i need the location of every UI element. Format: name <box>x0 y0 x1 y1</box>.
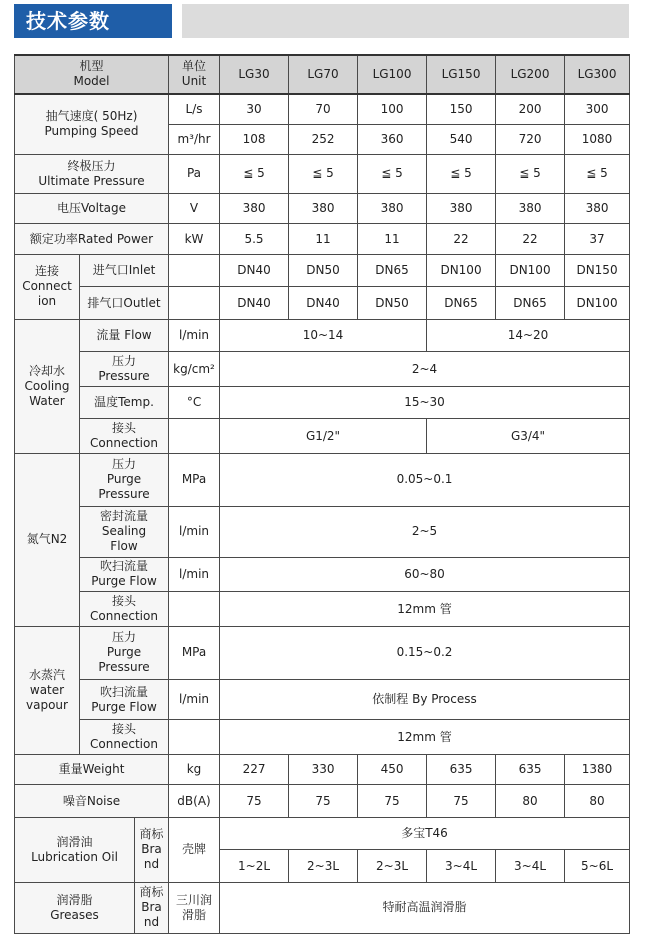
lubrication-oil-label: 润滑油 Lubrication Oil <box>15 817 135 882</box>
value-cell: DN65 <box>358 254 427 287</box>
cooling-pressure-label: 压力 Pressure <box>80 352 169 387</box>
unit-cell: °C <box>169 386 220 419</box>
unit-cell: 三川润 滑脂 <box>169 882 220 933</box>
value-cell: 30 <box>220 94 289 125</box>
cooling-water-label: 冷却水 Cooling Water <box>15 319 80 453</box>
unit-cell: kg <box>169 754 220 785</box>
n2-purge-flow-row <box>15 557 630 592</box>
value-cell: DN100 <box>565 287 630 320</box>
model-cell: LG200 <box>496 55 565 94</box>
value-cell: 10~14 <box>220 319 427 352</box>
n2-sealing-flow-row <box>15 506 630 557</box>
n2-label: 氮气N2 <box>15 454 80 627</box>
value-cell: 380 <box>289 193 358 224</box>
inlet-row <box>15 254 630 287</box>
value-cell: 11 <box>289 224 358 255</box>
value-cell: 380 <box>220 193 289 224</box>
value-cell: 12mm 管 <box>220 592 630 627</box>
unit-cell: V <box>169 193 220 224</box>
value-cell: DN100 <box>496 254 565 287</box>
unit-cell <box>169 592 220 627</box>
unit-cell: MPa <box>169 454 220 507</box>
value-cell: ≦ 5 <box>565 155 630 194</box>
value-cell: 依制程 By Process <box>220 679 630 720</box>
unit-cell: dB(A) <box>169 785 220 818</box>
connection-label: 连接 Connect ion <box>15 254 80 319</box>
value-cell: DN40 <box>220 254 289 287</box>
value-cell: 5~6L <box>565 850 630 883</box>
unit-cell: kg/cm² <box>169 352 220 387</box>
steam-label: 水蒸汽 water vapour <box>15 626 80 754</box>
value-cell: 330 <box>289 754 358 785</box>
unit-cell: Pa <box>169 155 220 194</box>
value-cell: 75 <box>220 785 289 818</box>
inlet-label: 进气口Inlet <box>80 254 169 287</box>
grease-brand-label: 商标 Bra nd <box>135 882 169 933</box>
value-cell: 75 <box>427 785 496 818</box>
value-cell: 1080 <box>565 124 630 155</box>
section-title-bar <box>182 4 629 38</box>
value-cell: DN40 <box>220 287 289 320</box>
noise-label: 噪音Noise <box>15 785 169 818</box>
value-cell: 0.05~0.1 <box>220 454 630 507</box>
value-cell: 14~20 <box>427 319 630 352</box>
value-cell: 227 <box>220 754 289 785</box>
cooling-flow-label: 流量 Flow <box>80 319 169 352</box>
value-cell: 1~2L <box>220 850 289 883</box>
grease-row <box>15 882 630 933</box>
unit-cell <box>169 287 220 320</box>
unit-cell: l/min <box>169 557 220 592</box>
value-cell: 37 <box>565 224 630 255</box>
unit-cell <box>169 720 220 755</box>
value-cell: 380 <box>427 193 496 224</box>
greases-label: 润滑脂 Greases <box>15 882 135 933</box>
oil-brand-label: 商标 Bra nd <box>135 817 169 882</box>
voltage-label: 电压Voltage <box>15 193 169 224</box>
unit-cell: l/min <box>169 679 220 720</box>
n2-connection-row <box>15 592 630 627</box>
value-cell: ≦ 5 <box>220 155 289 194</box>
outlet-label: 排气口Outlet <box>80 287 169 320</box>
value-cell: 2~5 <box>220 506 630 557</box>
unit-cell: kW <box>169 224 220 255</box>
n2-connection-label: 接头 Connection <box>80 592 169 627</box>
value-cell: ≦ 5 <box>496 155 565 194</box>
n2-purge-pressure-row <box>15 454 630 507</box>
value-cell: 360 <box>358 124 427 155</box>
value-cell: 200 <box>496 94 565 125</box>
unit-cell: m³/hr <box>169 124 220 155</box>
header-row <box>15 55 630 94</box>
unit-cell: L/s <box>169 94 220 125</box>
steam-purge-pressure-label: 压力 Purge Pressure <box>80 626 169 679</box>
steam-purge-flow-label: 吹扫流量 Purge Flow <box>80 679 169 720</box>
value-cell: 11 <box>358 224 427 255</box>
value-cell: ≦ 5 <box>358 155 427 194</box>
noise-row <box>15 785 630 818</box>
cooling-connection-label: 接头 Connection <box>80 419 169 454</box>
pumping-speed-row <box>15 94 630 125</box>
value-cell: 635 <box>496 754 565 785</box>
cooling-pressure-row <box>15 352 630 387</box>
pumping-speed-label: 抽气速度( 50Hz) Pumping Speed <box>15 94 169 155</box>
value-cell: 300 <box>565 94 630 125</box>
steam-purge-flow-row <box>15 679 630 720</box>
value-cell: 380 <box>496 193 565 224</box>
ultimate-pressure-label: 终极压力 Ultimate Pressure <box>15 155 169 194</box>
n2-purge-flow-label: 吹扫流量 Purge Flow <box>80 557 169 592</box>
value-cell: 5.5 <box>220 224 289 255</box>
unit-header: 单位 Unit <box>169 55 220 94</box>
unit-cell <box>169 254 220 287</box>
n2-sealing-flow-label: 密封流量 Sealing Flow <box>80 506 169 557</box>
value-cell: 2~3L <box>289 850 358 883</box>
value-cell: DN150 <box>565 254 630 287</box>
unit-cell: MPa <box>169 626 220 679</box>
steam-connection-row <box>15 720 630 755</box>
value-cell: G3/4" <box>427 419 630 454</box>
cooling-temp-row <box>15 386 630 419</box>
cooling-temp-label: 温度Temp. <box>80 386 169 419</box>
value-cell: 3~4L <box>427 850 496 883</box>
value-cell: DN65 <box>496 287 565 320</box>
value-cell: 特耐高温润滑脂 <box>220 882 630 933</box>
value-cell: 多宝T46 <box>220 817 630 850</box>
value-cell: G1/2" <box>220 419 427 454</box>
value-cell: 108 <box>220 124 289 155</box>
value-cell: 150 <box>427 94 496 125</box>
ultimate-pressure-row <box>15 155 630 194</box>
value-cell: 635 <box>427 754 496 785</box>
value-cell: 450 <box>358 754 427 785</box>
steam-connection-label: 接头 Connection <box>80 720 169 755</box>
value-cell: 0.15~0.2 <box>220 626 630 679</box>
unit-cell <box>169 419 220 454</box>
weight-label: 重量Weight <box>15 754 169 785</box>
value-cell: 540 <box>427 124 496 155</box>
model-cell: LG70 <box>289 55 358 94</box>
value-cell: 3~4L <box>496 850 565 883</box>
value-cell: 380 <box>358 193 427 224</box>
value-cell: 80 <box>496 785 565 818</box>
model-cell: LG30 <box>220 55 289 94</box>
value-cell: 22 <box>496 224 565 255</box>
value-cell: DN40 <box>289 287 358 320</box>
value-cell: 1380 <box>565 754 630 785</box>
voltage-row <box>15 193 630 224</box>
value-cell: 60~80 <box>220 557 630 592</box>
outlet-row <box>15 287 630 320</box>
value-cell: 2~4 <box>220 352 630 387</box>
model-cell: LG150 <box>427 55 496 94</box>
spec-table <box>14 54 630 934</box>
weight-row <box>15 754 630 785</box>
value-cell: 75 <box>358 785 427 818</box>
model-cell: LG100 <box>358 55 427 94</box>
cooling-flow-row <box>15 319 630 352</box>
value-cell: ≦ 5 <box>427 155 496 194</box>
value-cell: DN100 <box>427 254 496 287</box>
cooling-connection-row <box>15 419 630 454</box>
section-title: 技术参数 <box>14 4 172 38</box>
rated-power-label: 额定功率Rated Power <box>15 224 169 255</box>
model-cell: LG300 <box>565 55 630 94</box>
value-cell: 22 <box>427 224 496 255</box>
value-cell: 15~30 <box>220 386 630 419</box>
value-cell: ≦ 5 <box>289 155 358 194</box>
rated-power-row <box>15 224 630 255</box>
value-cell: 75 <box>289 785 358 818</box>
value-cell: 720 <box>496 124 565 155</box>
unit-cell: l/min <box>169 506 220 557</box>
value-cell: 12mm 管 <box>220 720 630 755</box>
value-cell: DN65 <box>427 287 496 320</box>
oil-brand-row <box>15 817 630 850</box>
n2-purge-pressure-label: 压力 Purge Pressure <box>80 454 169 507</box>
model-header: 机型 Model <box>15 55 169 94</box>
unit-cell: 壳牌 <box>169 817 220 882</box>
value-cell: 252 <box>289 124 358 155</box>
value-cell: 100 <box>358 94 427 125</box>
value-cell: DN50 <box>358 287 427 320</box>
value-cell: 70 <box>289 94 358 125</box>
value-cell: 80 <box>565 785 630 818</box>
steam-purge-pressure-row <box>15 626 630 679</box>
unit-cell: l/min <box>169 319 220 352</box>
value-cell: 2~3L <box>358 850 427 883</box>
value-cell: 380 <box>565 193 630 224</box>
value-cell: DN50 <box>289 254 358 287</box>
